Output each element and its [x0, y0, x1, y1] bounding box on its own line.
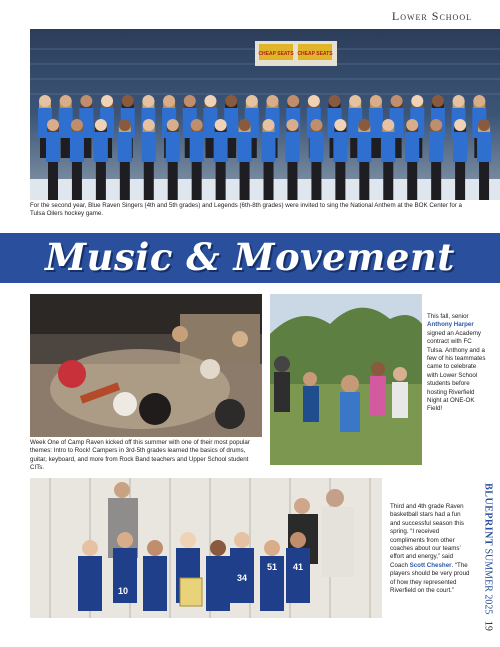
page-footer — [478, 474, 498, 639]
page-number: 19 — [482, 620, 494, 631]
scott-chesher-name: Scott Chesher — [409, 561, 452, 569]
soccer-caption-after: signed an Academy contract with FC Tulsa. Anthony and a few of his teammates came to celebrate with Lower School students before hosting Riverfield Night at ONE-OK Field! — [427, 329, 486, 413]
jersey-10: 10 — [117, 586, 129, 596]
rock-camp-photo — [30, 294, 262, 437]
basketball-caption-after: . “The players should be very proud of how they represented Riverfield on the court.” — [390, 561, 470, 595]
choir-caption: For the second year, Blue Raven Singers (4th and 5th grades) and Legends (6th-8th grades) were invited to sing the National Anthem at the BOK Center for a Tulsa Oilers hockey game. — [30, 202, 463, 218]
soccer-caption-before: This fall, senior — [427, 313, 469, 320]
soccer-photo — [270, 294, 422, 465]
banner-title: Music & Movement — [45, 235, 455, 279]
issue-label: SUMMER 2025 — [482, 548, 494, 614]
section-banner — [0, 233, 500, 283]
arena-sign-left: CHEAP SEATS — [258, 51, 294, 57]
jersey-41: 41 — [292, 562, 304, 572]
basketball-caption-before: Third and 4th grade Raven basketball stars had a fun and successful season this spring. “I received compliments from other coaches about our teams’ effort and energy,” said Coach — [390, 503, 464, 569]
anthony-harper-name: Anthony Harper — [427, 321, 474, 329]
rock-camp-caption: Week One of Camp Raven kicked off this summer with one of their most popular themes: Intro to Rock! Campers in 3rd-5th grades learned the basics of drums, guitar, keyboard, and more from Rock Band teachers and Upper School student CITs. — [30, 439, 250, 472]
publication-name: BLUEPRINT — [482, 482, 494, 546]
section-label: Lower School — [391, 9, 472, 23]
jersey-34: 34 — [236, 573, 248, 583]
choir-photo — [30, 29, 500, 200]
basketball-caption — [390, 503, 472, 595]
arena-sign-right: CHEAP SEATS — [297, 51, 333, 57]
basketball-photo — [30, 478, 382, 618]
soccer-caption — [427, 313, 487, 414]
jersey-51: 51 — [266, 562, 278, 572]
